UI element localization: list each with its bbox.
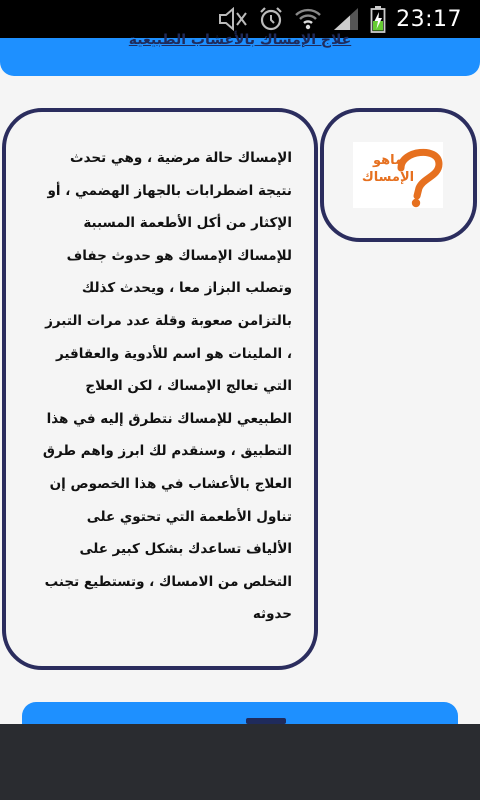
status-clock: 23:17 <box>396 6 462 32</box>
article-line: وتصلب البزاز معا ، ويحدث كذلك <box>81 280 292 297</box>
wifi-icon <box>294 6 322 32</box>
article-line: ، الملينات هو اسم للأدوية والعقاقير <box>56 345 292 362</box>
status-icons <box>218 4 462 34</box>
article-line: للإمساك الإمساك هو حدوث جفاف <box>66 247 292 264</box>
article-line: الإكثار من أكل الأطعمة المسببة <box>83 215 292 232</box>
article-line: التي تعالج الإمساك ، لكن العلاج <box>85 378 292 395</box>
alarm-icon <box>258 6 284 32</box>
thumbnail-text <box>357 152 419 186</box>
header-card[interactable] <box>0 32 480 76</box>
article-line: الألياف تساعدك بشكل كبير على <box>79 541 292 558</box>
article-card[interactable] <box>2 108 318 670</box>
mute-icon <box>218 7 248 31</box>
thumbnail-text-line1: ماهو <box>372 153 404 168</box>
article-line: بالتزامن صعوبة وقلة عدد مرات التبرز <box>45 312 292 329</box>
article-line: الطبيعي للإمساك نتطرق إليه في هذا <box>46 410 292 427</box>
battery-charging-icon <box>370 5 386 33</box>
article-line: العلاج بالأعشاب في هذا الخصوص إن <box>49 475 292 492</box>
article-line: تناول الأطعمة التي تحتوي على <box>86 508 292 525</box>
thumbnail-text-line2: الإمساك <box>361 170 415 185</box>
article-line: نتيجة اضطرابات بالجهاز الهضمي ، أو <box>47 182 292 199</box>
article-line: حدوثه <box>252 606 292 623</box>
system-nav-bar <box>0 724 480 800</box>
article-line: الإمساك حالة مرضية ، وهي تحدث <box>70 150 292 166</box>
signal-icon <box>332 6 360 32</box>
article-line: التطبيق ، وسنقدم لك ابرز واهم طرق <box>42 443 292 460</box>
article-body <box>30 142 292 631</box>
thumbnail-card[interactable] <box>320 108 477 242</box>
article-line: التخلص من الامساك ، وتستطيع تجنب <box>44 573 292 590</box>
page-title: علاج الإمساك بالأعشاب الطبيعية <box>128 32 352 48</box>
thumbnail-image <box>353 142 443 208</box>
